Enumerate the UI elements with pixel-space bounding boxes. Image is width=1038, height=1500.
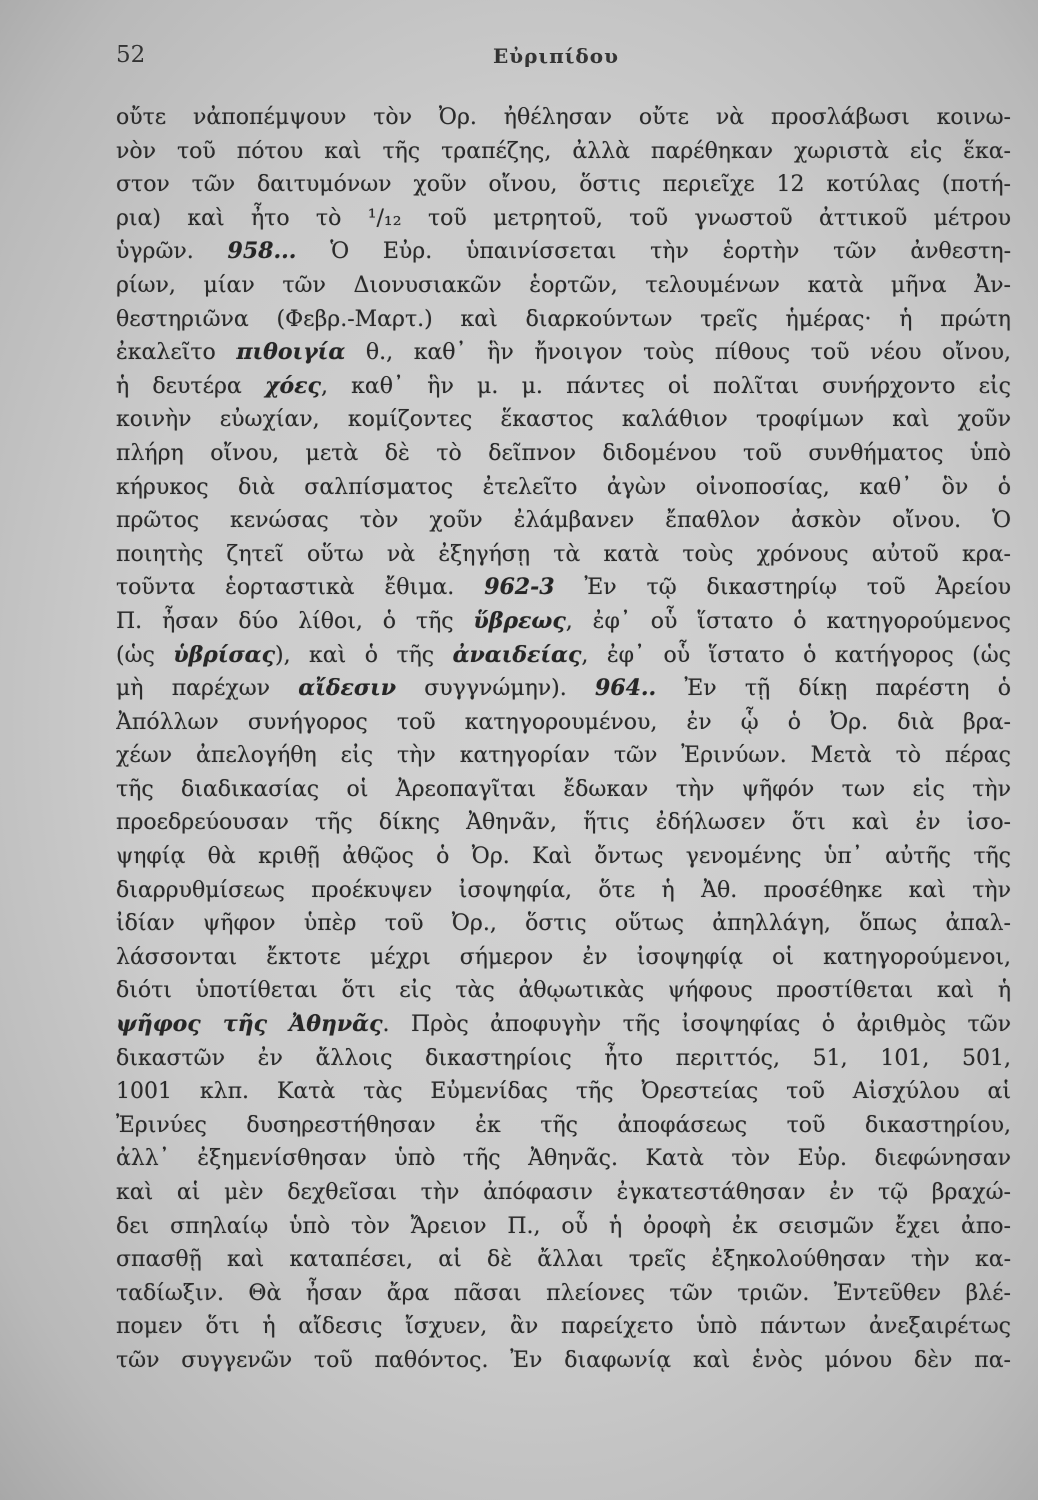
text-run: , ἐφ᾿ οὗ ἵστατο ὁ κατηγορούμενος [565, 608, 1011, 634]
text-line [116, 1075, 1011, 1109]
text-line [116, 639, 1011, 673]
text-run: ἰδίαν ψῆφον ὑπὲρ τοῦ Ὀρ., ὅστις οὕτως ἀπηλλάγη, ὅπως ἀπαλ- [116, 911, 1011, 937]
text-run: Π. ἦσαν δύο λίθοι, ὁ τῆς [116, 608, 474, 634]
text-line [116, 974, 1011, 1008]
text-run: , ἐφ᾿ οὗ ἵστατο ὁ κατήγορος (ὡς [581, 642, 1011, 668]
text-run: (ὡς [116, 642, 174, 668]
text-line [116, 1344, 1011, 1378]
text-line [116, 1109, 1011, 1143]
text-run: καὶ αἱ μὲν δεχθεῖσαι τὴν ἀπόφασιν ἐγκατεστάθησαν ἐν τῷ βραχώ- [116, 1180, 1011, 1205]
text-line [116, 1008, 1011, 1042]
text-run: χέων ἀπελογήθη εἰς τὴν κατηγορίαν τῶν Ἐρινύων. Μετὰ τὸ πέρας [116, 743, 1011, 769]
text-run: θ., καθ᾿ ἣν ἤνοιγον τοὺς πίθους τοῦ νέου οἴνου, [345, 340, 1011, 366]
text-run: ποιητὴς ζητεῖ οὕτω νὰ ἐξηγήσῃ τὰ κατὰ τοὺς χρόνους αὐτοῦ κρα- [116, 541, 1011, 567]
text-line [116, 471, 1011, 505]
text-line [116, 504, 1011, 538]
text-run: μὴ παρέχων [116, 676, 299, 702]
text-line [116, 101, 1011, 135]
text-run: πλήρη οἴνου, μετὰ δὲ τὸ δεῖπνον διδομένου τοῦ συνθήματος ὑπὸ [116, 440, 1011, 466]
text-run: ), καὶ ὁ τῆς [275, 642, 453, 668]
text-run: πομεν ὅτι ἡ αἴδεσις ἴσχυεν, ἂν παρείχετο ὑπὸ πάντων ἀνεξαιρέτως [116, 1314, 1011, 1340]
text-run: νὸν τοῦ πότου καὶ τῆς τραπέζης, ἀλλὰ παρέθηκαν χωριστὰ εἰς ἕκα- [116, 138, 1011, 164]
text-run: Ἐρινύες δυσηρεστήθησαν ἐκ τῆς ἀποφάσεως τοῦ δικαστηρίου, [116, 1112, 1011, 1138]
text-run: κήρυκος διὰ σαλπίσματος ἐτελεῖτο ἀγὼν οἰνοποσίας, καθ᾿ ὃν ὁ [116, 474, 1011, 500]
text-run: πρῶτος κενώσας τὸν χοῦν ἐλάμβανεν ἔπαθλον ἀσκὸν οἴνου. Ὁ [116, 508, 1011, 534]
emphasis-run: ἀναιδείας [452, 641, 582, 668]
text-line [116, 605, 1011, 639]
text-line [116, 571, 1011, 605]
text-line [116, 739, 1011, 773]
text-line [116, 1277, 1011, 1311]
text-run: . Πρὸς ἀποφυγὴν τῆς ἰσοψηφίας ὁ ἀριθμὸς τῶν [382, 1012, 1011, 1038]
emphasis-run: 962-3 [484, 574, 555, 601]
text-line [116, 706, 1011, 740]
text-line [116, 1310, 1011, 1344]
text-run: ταδίωξιν. Θὰ ἦσαν ἄρα πᾶσαι πλείονες τῶν τριῶν. Ἐντεῦθεν βλέ- [116, 1280, 1011, 1306]
text-run: διότι ὑποτίθεται ὅτι εἰς τὰς ἀθῳωτικὰς ψήφους προστίθεται καὶ ἡ [116, 978, 1011, 1004]
text-run: στον τῶν δαιτυμόνων χοῦν οἴνου, ὅστις περιεῖχε 12 κοτύλας (ποτή- [116, 172, 1011, 198]
text-run: τοῦντα ἑορταστικὰ ἔθιμα. [116, 575, 485, 601]
text-run: θεστηριῶνα (Φεβρ.-Μαρτ.) καὶ διαρκούντων τρεῖς ἡμέρας· ἡ πρώτη [116, 306, 1011, 332]
text-line [116, 437, 1011, 471]
text-run: Ἐν τῷ δικαστηρίῳ τοῦ Ἀρείου [554, 575, 1011, 601]
text-run: Ἐν τῇ δίκῃ παρέστη ὁ [656, 676, 1011, 702]
text-run: , καθ᾿ ἣν μ. μ. πάντες οἱ πολῖται συνήρχοντο εἰς [320, 373, 1011, 399]
text-line [116, 941, 1011, 975]
emphasis-run: χόες [265, 372, 321, 399]
text-run: διαρρυθμίσεως προέκυψεν ἰσοψηφία, ὅτε ἡ Ἀθ. προσέθηκε καὶ τὴν [116, 877, 1011, 903]
text-line [116, 538, 1011, 572]
emphasis-run: πιθοιγία [236, 339, 346, 366]
text-line [116, 773, 1011, 807]
text-run: ρια) καὶ ἦτο τὸ ¹/₁₂ τοῦ μετρητοῦ, τοῦ γνωστοῦ ἀττικοῦ μέτρου [116, 205, 1011, 231]
text-run: 1001 κλπ. Κατὰ τὰς Εὐμενίδας τῆς Ὀρεστείας τοῦ Αἰσχύλου αἱ [116, 1079, 1011, 1105]
page-header [116, 38, 1011, 72]
text-line [116, 303, 1011, 337]
emphasis-run: 964.. [594, 675, 657, 702]
text-line [116, 806, 1011, 840]
text-line [116, 235, 1011, 269]
emphasis-run: αἴδεσιν [298, 675, 397, 702]
text-run: λάσσονται ἔκτοτε μέχρι σήμερον ἐν ἰσοψηφίᾳ οἱ κατηγορούμενοι, [116, 944, 1011, 970]
text-run: ψηφίᾳ θὰ κριθῇ ἀθῷος ὁ Ὀρ. Καὶ ὄντως γενομένης ὑπ᾿ αὐτῆς τῆς [116, 844, 1011, 870]
text-run: συγγνώμην). [396, 676, 595, 702]
text-line [116, 874, 1011, 908]
text-run: ἐκαλεῖτο [116, 340, 237, 366]
text-line [116, 370, 1011, 404]
text-run: τῶν συγγενῶν τοῦ παθόντος. Ἐν διαφωνίᾳ καὶ ἑνὸς μόνου δὲν πα- [116, 1347, 1011, 1373]
text-run: Ὁ Εὐρ. ὑπαινίσσεται τὴν ἑορτὴν τῶν ἀνθεστη- [296, 239, 1011, 265]
text-line [116, 1142, 1011, 1176]
text-line [116, 168, 1011, 202]
text-run: τῆς διαδικασίας οἱ Ἀρεοπαγῖται ἔδωκαν τὴν ψῆφόν των εἰς τὴν [116, 776, 1011, 802]
text-run: προεδρεύουσαν τῆς δίκης Ἀθηνᾶν, ἥτις ἐδήλωσεν ὅτι καὶ ἐν ἰσο- [116, 810, 1011, 836]
text-line [116, 135, 1011, 169]
text-run: σπασθῇ καὶ καταπέσει, αἱ δὲ ἄλλαι τρεῖς ἐξηκολούθησαν τὴν κα- [116, 1247, 1011, 1273]
text-run: οὔτε νἀποπέμψουν τὸν Ὀρ. ἠθέλησαν οὔτε νὰ προσλάβωσι κοινω- [116, 105, 1011, 130]
text-run: δει σπηλαίῳ ὑπὸ τὸν Ἄρειον Π., οὗ ἡ ὀροφὴ ἐκ σεισμῶν ἔχει ἀπο- [116, 1213, 1011, 1239]
text-run: ἀλλ᾿ ἐξημενίσθησαν ὑπὸ τῆς Ἀθηνᾶς. Κατὰ τὸν Εὐρ. διεφώνησαν [116, 1146, 1011, 1172]
body-text [116, 101, 1011, 1378]
text-run: κοινὴν εὐωχίαν, κομίζοντες ἕκαστος καλάθιον τροφίμων καὶ χοῦν [116, 407, 1011, 433]
page-number: 52 [116, 42, 146, 68]
text-run: ἡ δευτέρα [116, 373, 266, 399]
text-line [116, 1243, 1011, 1277]
running-title: Εὐριπίδου [493, 44, 619, 68]
emphasis-run: ὕβρεως [473, 607, 566, 634]
emphasis-run: 958... [227, 238, 297, 265]
text-line [116, 202, 1011, 236]
text-line [116, 403, 1011, 437]
text-run: Ἀπόλλων συνήγορος τοῦ κατηγορουμένου, ἐν ᾧ ὁ Ὀρ. διὰ βρα- [116, 709, 1011, 735]
text-run: ρίων, μίαν τῶν Διονυσιακῶν ἑορτῶν, τελουμένων κατὰ μῆνα Ἀν- [116, 272, 1011, 298]
text-line [116, 336, 1011, 370]
emphasis-run: ψῆφος τῆς Ἀθηνᾶς [116, 1011, 383, 1038]
emphasis-run: ὑβρίσας [173, 641, 276, 668]
text-line [116, 672, 1011, 706]
text-line [116, 1042, 1011, 1076]
text-line [116, 269, 1011, 303]
text-line [116, 840, 1011, 874]
text-line [116, 1210, 1011, 1244]
text-line [116, 907, 1011, 941]
text-line [116, 1176, 1011, 1210]
text-run: ὑγρῶν. [116, 239, 228, 265]
text-run: δικαστῶν ἐν ἄλλοις δικαστηρίοις ἦτο περιττός, 51, 101, 501, [116, 1045, 1011, 1071]
